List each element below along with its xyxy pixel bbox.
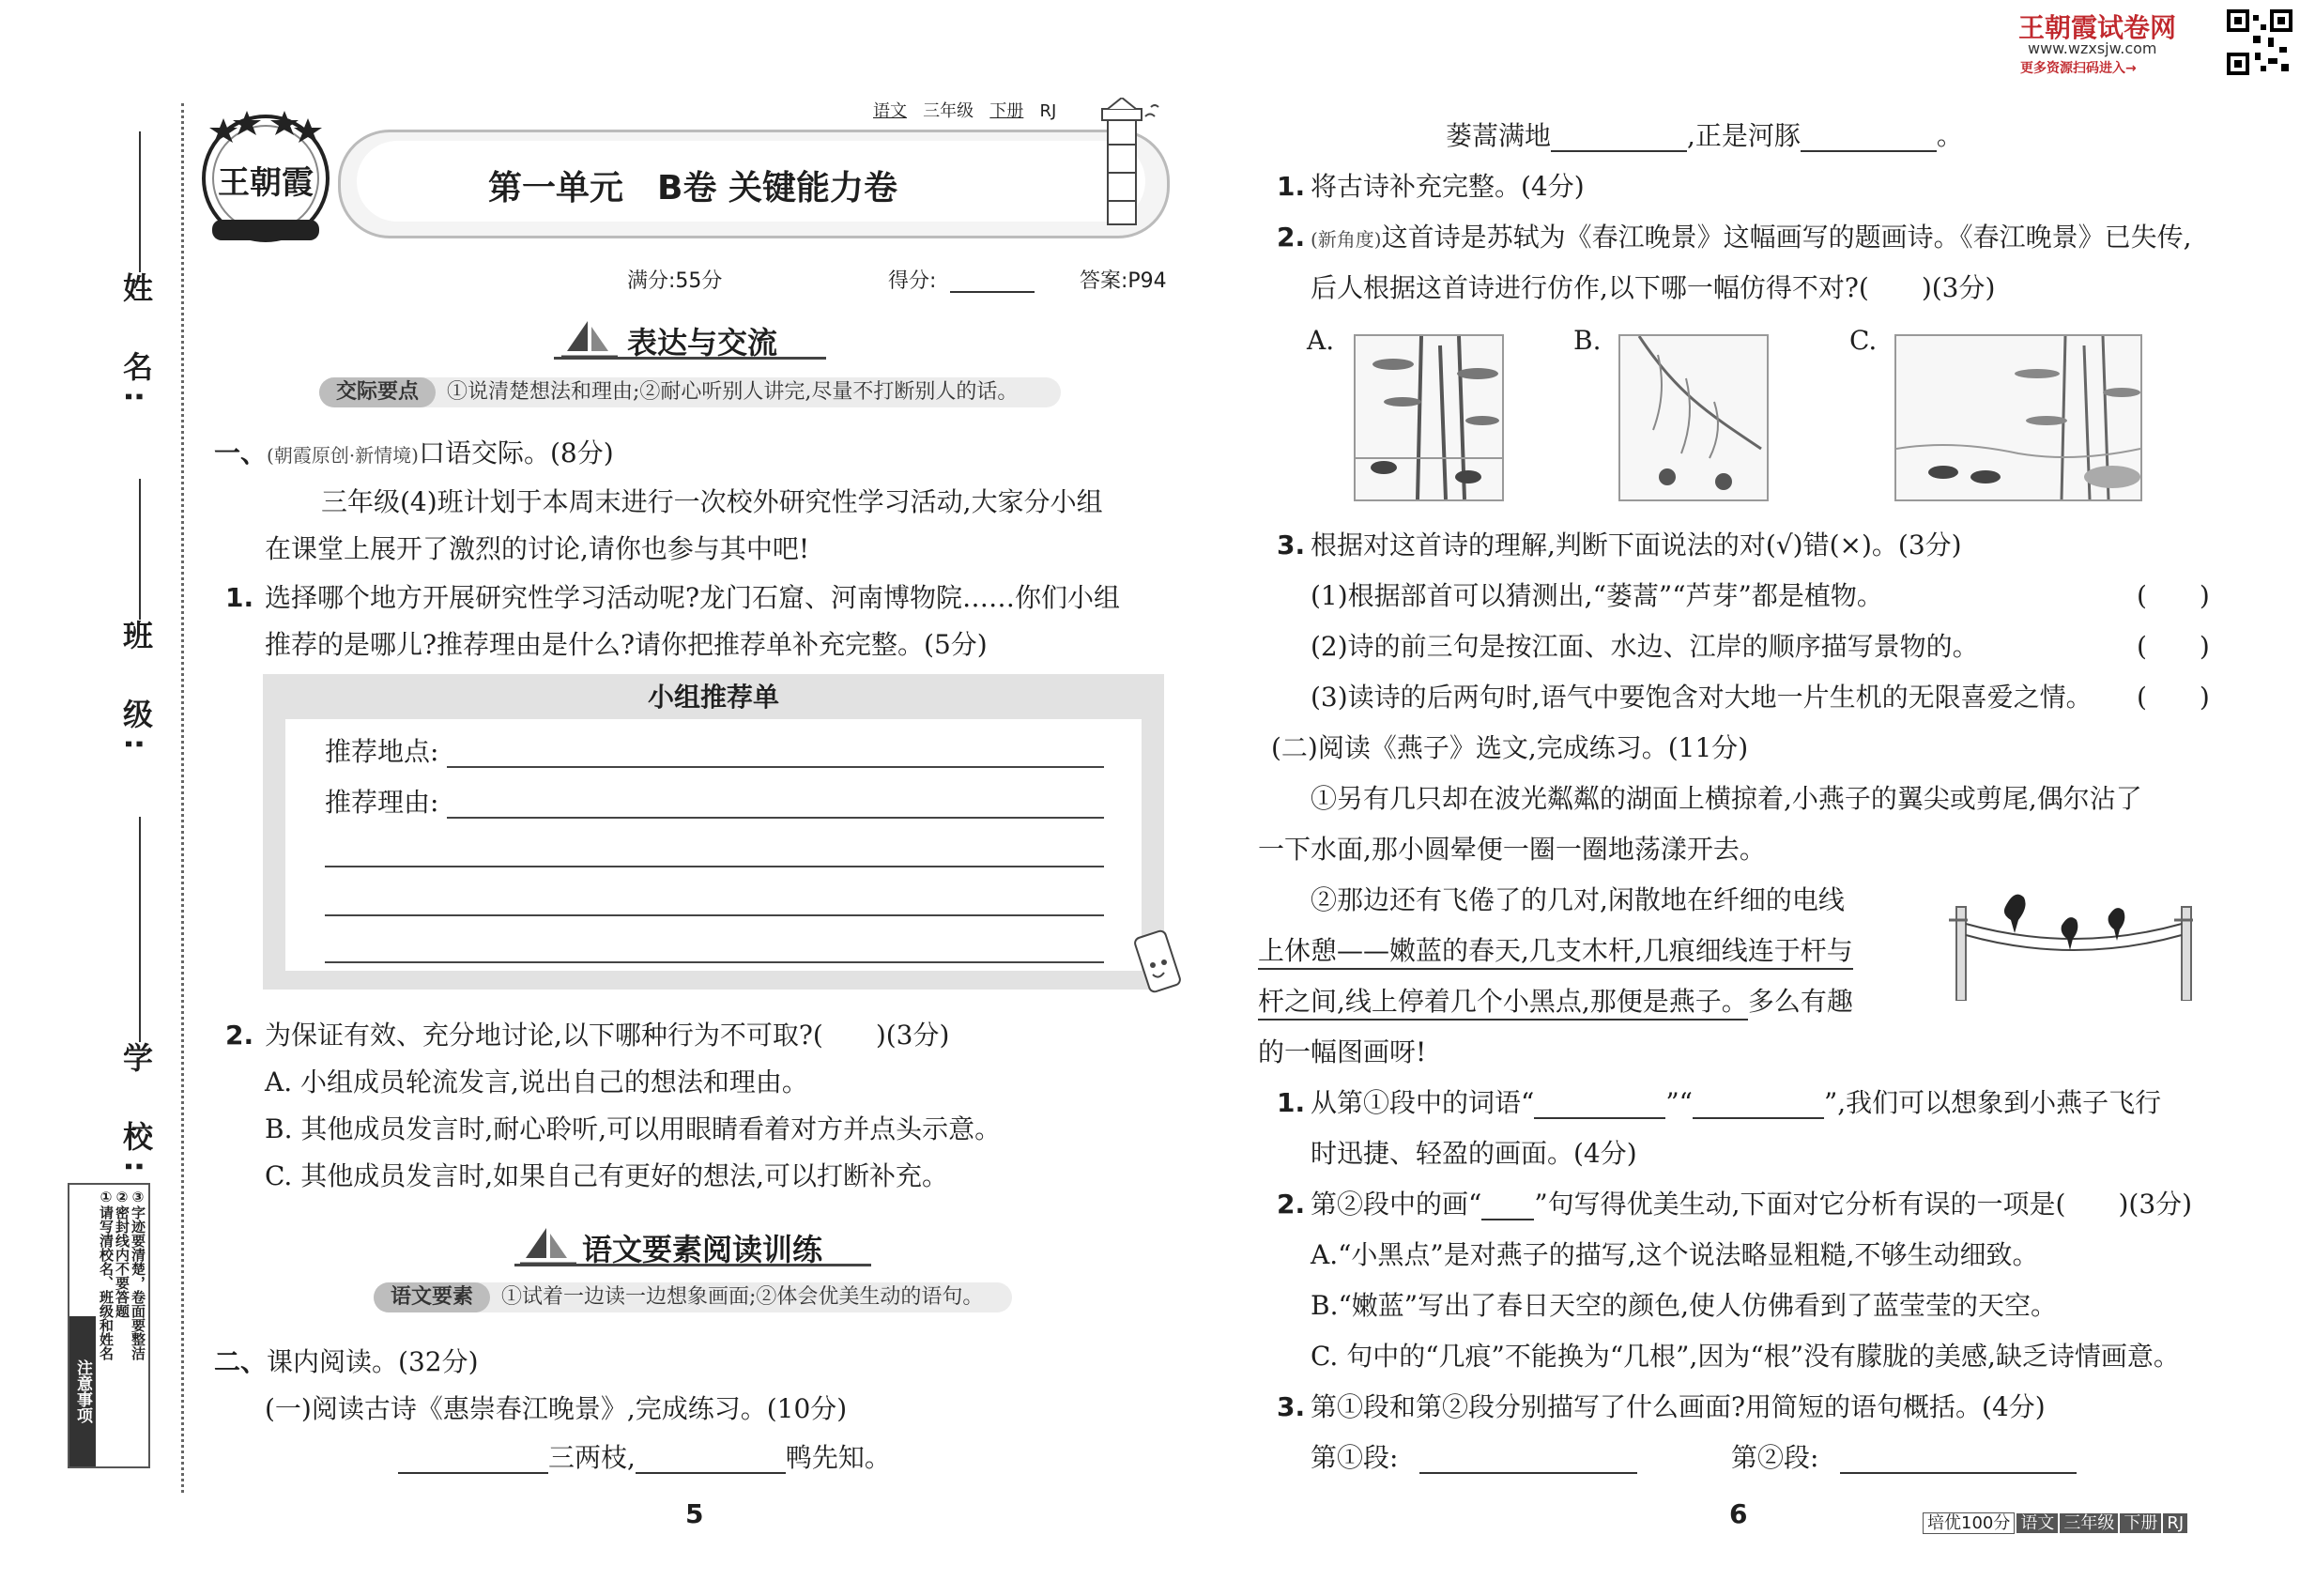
r2-option-a-label[interactable]: A. [1307, 325, 1335, 356]
brand-site: 王朝霞试卷网 [2018, 12, 2177, 43]
painting-c-bamboo-river-image[interactable] [1894, 334, 2142, 501]
poem-blank-2[interactable] [636, 1472, 786, 1474]
footer-subject: 语文 [2016, 1513, 2058, 1533]
footer-tag [1923, 1510, 2187, 1534]
name-field[interactable] [139, 131, 141, 272]
q2-heading [214, 1346, 479, 1378]
score-field[interactable] [950, 291, 1035, 293]
rq2-option-a[interactable]: A.“小黑点”是对燕子的描写,这个说法略显粗糙,不够生动细致。 [1311, 1239, 2039, 1270]
page-number-right: 6 [1729, 1498, 1748, 1529]
rq1-line2: 时迅捷、轻盈的画面。(4分) [1311, 1138, 1637, 1169]
brand-url: www.wzxsjw.com [2028, 39, 2157, 57]
passage-para2-line4: 的一幅图画呀! [1258, 1036, 1427, 1067]
tip-reading [374, 1282, 1012, 1312]
note-2: ②密封线内不要答题 [114, 1189, 130, 1318]
footer-volume: 下册 [2120, 1513, 2161, 1533]
poem-line-1 [398, 1442, 891, 1474]
sailboat-icon [520, 1226, 576, 1267]
poem-blank-3[interactable] [1551, 150, 1687, 152]
note-1: ①请写清校名、班级和姓名 [98, 1189, 115, 1360]
notes-box [68, 1183, 150, 1468]
r3-statement-1: (1)根据部首可以猜测出,“蒌蒿”“芦芽”都是植物。 [1311, 580, 1883, 611]
q1-2-option-a[interactable]: A. 小组成员轮流发言,说出自己的想法和理由。 [265, 1067, 808, 1097]
r2-line2: 后人根据这首诗进行仿作,以下哪一幅仿得不对?( )(3分) [1311, 272, 1996, 303]
passage-para1-line2: 一下水面,那小圆晕便一圈一圈地荡漾开去。 [1258, 834, 1766, 865]
q1-intro-line1: 三年级(4)班计划于本周末进行一次校外研究性学习活动,大家分小组 [321, 486, 1103, 517]
rq3-para2-field[interactable] [1840, 1472, 2077, 1474]
school-field[interactable] [139, 817, 141, 1042]
q1-2-option-c[interactable]: C. 其他成员发言时,如果自己有更好的想法,可以打断补充。 [265, 1160, 949, 1191]
r3-statement-2: (2)诗的前三句是按江面、水边、江岸的顺序描写景物的。 [1311, 631, 1979, 662]
r2-number: 2. [1277, 222, 1306, 253]
section-expression: 表达与交流 [627, 325, 778, 361]
poem-text-3: 蒌蒿满地 [1446, 120, 1552, 151]
passage-para2-line3 [1258, 986, 1853, 1018]
class-field[interactable] [139, 479, 141, 620]
passage-para1-line1: ①另有几只却在波光粼粼的湖面上横掠着,小燕子的翼尖或剪尾,偶尔沾了 [1311, 783, 2142, 814]
qr-code-icon[interactable] [2227, 9, 2292, 75]
name-label: 姓 名: [118, 272, 154, 412]
tip-communication-label: 交际要点 [319, 377, 436, 407]
page-number-left: 5 [685, 1498, 704, 1529]
poem-text-4: ,正是河豚 [1687, 120, 1801, 151]
rq1-text-b: ”“ [1665, 1087, 1693, 1118]
rq3-para2-label: 第②段: [1731, 1442, 1819, 1473]
q2-number: 二、 [214, 1346, 268, 1377]
rq2-blank[interactable] [1481, 1219, 1534, 1220]
poem-blank-4[interactable] [1801, 150, 1937, 152]
q1-1-number: 1. [225, 582, 254, 613]
tip-reading-text: ①试着一边读一边想象画面;②体会优美生动的语句。 [501, 1285, 984, 1309]
tip-reading-label: 语文要素 [374, 1282, 490, 1312]
section-reading: 语文要素阅读训练 [582, 1232, 823, 1267]
rq3-para1-field[interactable] [1419, 1472, 1637, 1474]
q1-2-number: 2. [225, 1020, 254, 1051]
full-score: 满分:55分 [627, 269, 723, 293]
footer-grade: 三年级 [2060, 1513, 2118, 1533]
recommend-line[interactable] [325, 914, 1104, 916]
q1-1-line2: 推荐的是哪儿?推荐理由是什么?请你把推荐单补充完整。(5分) [265, 629, 988, 660]
r1-text: 将古诗补充完整。(4分) [1311, 171, 1585, 202]
score-label: 得分: [888, 269, 937, 293]
q1-1-line1: 选择哪个地方开展研究性学习活动呢?龙门石窟、河南博物院……你们小组 [265, 582, 1121, 613]
recommend-line[interactable] [325, 961, 1104, 963]
rq3-text: 第①段和第②段分别描写了什么画面?用简短的语句概括。(4分) [1311, 1391, 2046, 1422]
rq1-blank-2[interactable] [1693, 1117, 1824, 1119]
rq3-para1-label: 第①段: [1311, 1442, 1399, 1473]
page-title: 第一单元 B卷 关键能力卷 [488, 169, 897, 207]
answer-ref: 答案:P94 [1080, 269, 1167, 293]
r2-option-b-label[interactable]: B. [1573, 325, 1602, 356]
footer-edition: RJ [2163, 1513, 2187, 1533]
q1-number: 一、 [214, 437, 268, 468]
rq2-number: 2. [1277, 1189, 1306, 1220]
reading-2-heading: (二)阅读《燕子》选文,完成练习。(11分) [1271, 732, 1749, 763]
r1-number: 1. [1277, 171, 1306, 202]
passage-para2-line2 [1258, 935, 1853, 967]
q1-tag: (朝霞原创·新情境) [267, 444, 419, 467]
passage-underlined-1: 上休憩——嫩蓝的春天,几支木杆,几痕细线连于杆与 [1258, 935, 1853, 970]
r3-number: 3. [1277, 529, 1306, 560]
recommend-form-title: 小组推荐单 [647, 682, 779, 713]
poem-line-2 [1446, 120, 1963, 152]
painting-b-willow-chicks-image[interactable] [1618, 334, 1769, 501]
recommend-reason-label: 推荐理由: [325, 787, 439, 818]
note-3: ③字迹要清楚，卷面要整洁 [130, 1189, 146, 1360]
poem-text-5: 。 [1936, 120, 1963, 151]
rq2-text-a: 第②段中的画“ [1311, 1189, 1482, 1220]
q1-heading [214, 437, 614, 471]
cut-line [181, 103, 184, 1493]
section-expression-underline [554, 357, 826, 360]
rq1-number: 1. [1277, 1087, 1306, 1118]
rq3-number: 3. [1277, 1391, 1306, 1422]
rq1-text-c: ”,我们可以想象到小燕子飞行 [1823, 1087, 2162, 1118]
rq1-line1 [1311, 1087, 2161, 1119]
poem-text-1: 三两枝, [548, 1442, 636, 1473]
poem-text-2: 鸭先知。 [785, 1442, 891, 1473]
recommend-place-label: 推荐地点: [325, 736, 439, 767]
sailboat-icon [561, 319, 618, 361]
q2-text: 课内阅读。(32分) [267, 1346, 479, 1377]
passage-para2-line1: ②那边还有飞倦了的几对,闲散地在纤细的电线 [1311, 884, 1845, 915]
recommend-place-field[interactable] [447, 766, 1104, 768]
rq1-blank-1[interactable] [1534, 1117, 1665, 1119]
footer-brand: 培优100分 [1923, 1512, 2015, 1534]
rq2-line1 [1311, 1189, 2192, 1220]
recommend-form-sheet [285, 719, 1142, 971]
poem-blank-1[interactable] [398, 1472, 548, 1474]
binding-margin [0, 0, 188, 1596]
logo-badge [195, 105, 336, 246]
r3-text: 根据对这首诗的理解,判断下面说法的对(√)错(×)。(3分) [1311, 529, 1962, 560]
recommend-form [263, 674, 1164, 990]
rq2-text-b: ”句写得优美生动,下面对它分析有误的一项是( )(3分) [1534, 1189, 2193, 1220]
section-reading-underline [514, 1264, 871, 1266]
r3-answer-1[interactable]: ( ) [2137, 580, 2210, 611]
tag-subject: 语文 [873, 101, 907, 121]
rq1-text-a: 从第①段中的词语“ [1311, 1087, 1535, 1118]
tip-communication [319, 377, 1061, 407]
passage-underlined-2: 杆之间,线上停着几个小黑点,那便是燕子。 [1258, 986, 1748, 1021]
tag-volume: 下册 [989, 101, 1024, 121]
header-tags [873, 98, 1056, 122]
school-label: 学 校: [118, 1042, 154, 1182]
recommend-reason-field[interactable] [447, 817, 1104, 819]
r2-line1 [1311, 222, 2192, 255]
notes-title: 注意事项 [69, 1316, 96, 1466]
r3-statement-3: (3)读诗的后两句时,语气中要饱含对大地一片生机的无限喜爱之情。 [1311, 682, 2093, 713]
swallows-on-wire-image [1940, 879, 2212, 1001]
rq2-option-c[interactable]: C. 句中的“几痕”不能换为“几根”,因为“根”没有朦胧的美感,缺乏诗情画意。 [1311, 1341, 2180, 1372]
recommend-line[interactable] [325, 866, 1104, 867]
tag-grade: 三年级 [923, 101, 974, 121]
lighthouse-icon [1080, 98, 1164, 229]
logo-text: 王朝霞 [218, 164, 314, 202]
r2-text: 这首诗是苏轼为《春江晚景》这幅画写的题画诗。《春江晚景》已失传, [1381, 222, 2192, 253]
pencil-mascot-icon [1127, 920, 1192, 1005]
class-label: 班 级: [118, 620, 154, 760]
q1-2-text: 为保证有效、充分地讨论,以下哪种行为不可取?( )(3分) [265, 1020, 950, 1051]
q1-2-option-b[interactable]: B. 其他成员发言时,耐心聆听,可以用眼睛看着对方并点头示意。 [265, 1113, 1002, 1144]
q1-text: 口语交际。(8分) [418, 437, 614, 468]
passage-tail: 多么有趣 [1747, 986, 1853, 1017]
tag-edition: RJ [1039, 101, 1057, 121]
rq2-option-b[interactable]: B.“嫩蓝”写出了春日天空的颜色,使人仿佛看到了蓝莹莹的天空。 [1311, 1290, 2058, 1321]
r3-answer-3[interactable]: ( ) [2137, 682, 2210, 713]
r2-tag: (新角度) [1311, 228, 1382, 251]
brand-scan: 更多资源扫码进入→ [2020, 61, 2137, 76]
tip-communication-text: ①说清楚想法和理由;②耐心听别人讲完,尽量不打断别人的话。 [447, 380, 1019, 404]
r3-answer-2[interactable]: ( ) [2137, 631, 2210, 662]
r2-option-c-label[interactable]: C. [1849, 325, 1878, 356]
q1-intro-line2: 在课堂上展开了激烈的讨论,请你也参与其中吧! [265, 533, 810, 564]
reading-1-heading: (一)阅读古诗《惠崇春江晚景》,完成练习。(10分) [265, 1393, 848, 1424]
painting-a-bamboo-ducks-image[interactable] [1354, 334, 1504, 501]
